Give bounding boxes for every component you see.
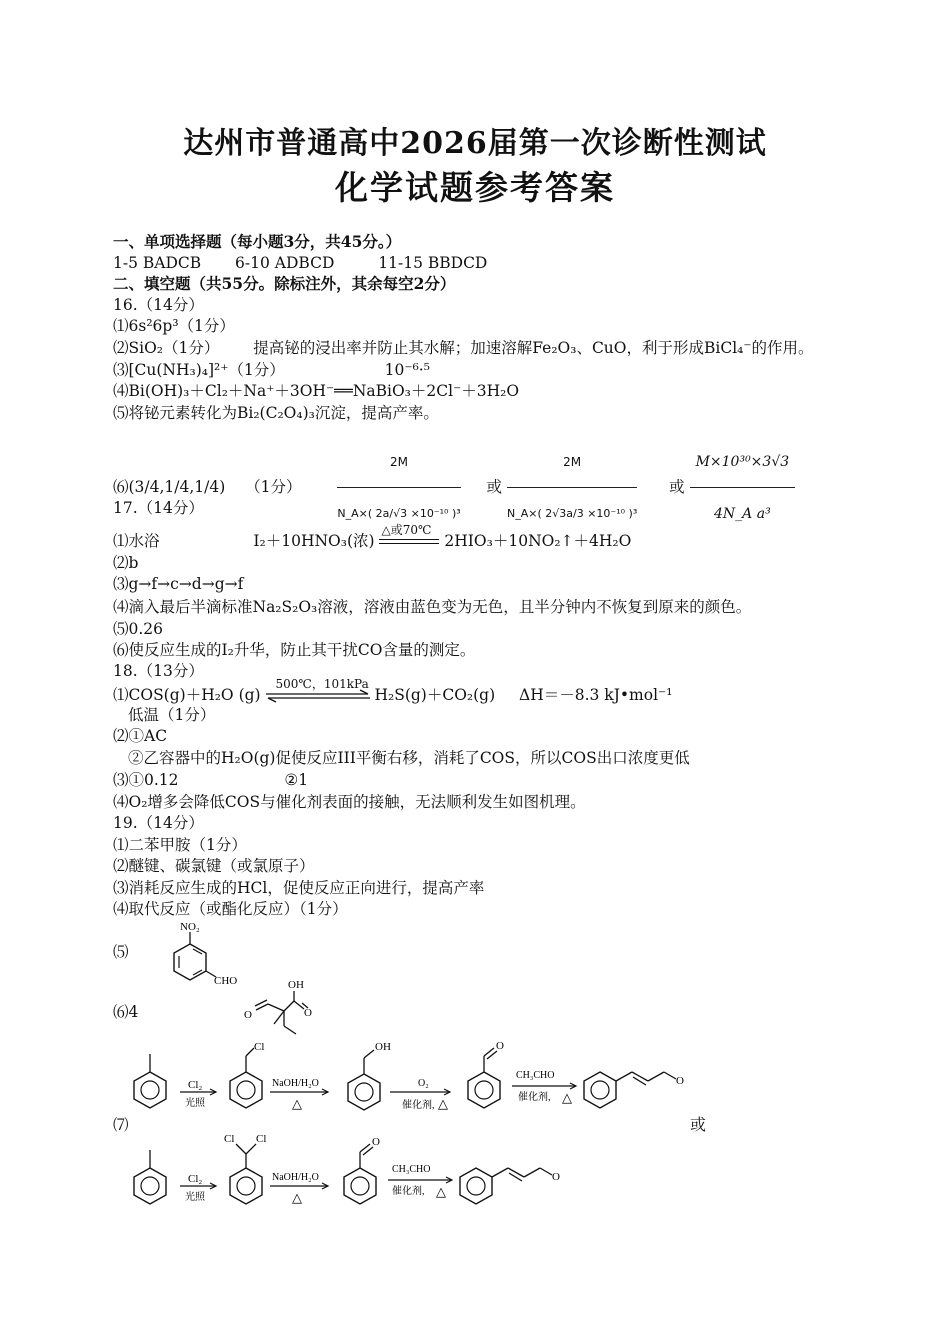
benzal-chloride-structure [224, 1133, 266, 1204]
density-formula-1: $\frac{2M}{\text{N\_A×( 2a/√3 ×10⁻¹⁰ )³}}$ [337, 440, 460, 536]
mc-answers [113, 253, 487, 273]
q19-part1: ⑴二苯甲胺（1分） [113, 836, 247, 854]
benzaldehyde-structure [344, 1136, 380, 1204]
q16-part2-answer-b: 提高铋的浸出率并防止其水解；加速溶解Fe₂O₃、CuO，利于形成BiCl₄⁻的作用。 [253, 339, 814, 357]
q17-reaction-arrow [379, 523, 439, 552]
ch3cho-reagent: CH₃CHO [392, 1164, 431, 1175]
q17-part1-answer: ⑴水浴 [113, 532, 160, 550]
cl2-reagent: Cl₂ [188, 1173, 203, 1185]
density-formula-3: $\frac{\text{M×10³⁰×3√3}}{\text{4N\_A a³}}$ [690, 440, 796, 536]
q17-part5: ⑸0.26 [113, 620, 164, 638]
catalyst-condition: 催化剂, [392, 1186, 425, 1197]
light-condition: 光照 [185, 1098, 205, 1109]
oh-label: OH [288, 979, 304, 991]
q18-equilibrium-arrow [266, 677, 370, 706]
q18-part4: ⑷O₂增多会降低COS与催化剂表面的接触，无法顺利发生如图机理。 [113, 793, 586, 811]
cl-label: Cl [224, 1133, 235, 1145]
q16-part2 [113, 338, 814, 358]
catalyst-condition: 催化剂, [518, 1092, 551, 1103]
q18-heading: 18.（13分） [113, 662, 204, 680]
no2-label: NO₂ [180, 921, 200, 933]
mc-answers-1-5: 1-5 BADCB [113, 254, 202, 272]
naoh-reagent: NaOH/H₂O [272, 1172, 319, 1183]
q17-part1 [113, 523, 632, 552]
ch3cho-reagent: CH₃CHO [516, 1070, 555, 1081]
document-title: 达州市普通高中2026届第一次诊断性测试 [183, 126, 767, 161]
q18-part2-a: ⑵①AC [113, 727, 168, 745]
q16-part2-answer-a: ⑵SiO₂（1分） [113, 339, 220, 357]
synthesis-route-1 [120, 1034, 820, 1126]
q19-part4: ⑷取代反应（或酯化反应）（1分） [113, 900, 348, 918]
mc-answers-11-15: 11-15 BBDCD [378, 254, 488, 272]
q19-heading: 19.（14分） [113, 814, 204, 832]
q19-part5-label: ⑸ [113, 943, 129, 961]
benzyl-alcohol-structure [348, 1041, 391, 1110]
q17-part4: ⑷滴入最后半滴标准Na₂S₂O₃溶液，溶液由蓝色变为无色，且半分钟内不恢复到原来的颜色。 [113, 598, 752, 616]
cinnamaldehyde-structure [584, 1072, 684, 1108]
o-label: O [244, 1009, 252, 1021]
q18-part3-b: ②1 [284, 771, 309, 789]
q18-part3 [113, 770, 308, 790]
document-subtitle: 化学试题参考答案 [335, 168, 615, 207]
q18-part3-a: ⑶①0.12 [113, 771, 179, 789]
catalyst-condition: 催化剂, [402, 1100, 435, 1111]
naoh-reagent: NaOH/H₂O [272, 1078, 319, 1089]
q18-part1-b: 低温（1分） [128, 706, 216, 724]
equilibrium-arrow-icon [266, 686, 370, 706]
q19-part7-label: ⑺ [113, 1116, 129, 1134]
cl-label: Cl [254, 1041, 265, 1053]
heat-icon: △ [438, 1096, 448, 1111]
heat-icon: △ [562, 1090, 572, 1105]
heat-icon: △ [292, 1096, 302, 1111]
heat-icon: △ [292, 1190, 302, 1205]
q19-part2: ⑵醚键、碳氯键（或氯原子） [113, 857, 315, 875]
q17-equation-left: I₂＋10HNO₃(浓) [253, 532, 375, 550]
cl2-reagent: Cl₂ [188, 1079, 203, 1091]
q17-part2: ⑵b [113, 554, 139, 572]
section1-heading: 一、单项选择题（每小题3分，共45分。） [113, 232, 402, 251]
cinnamaldehyde-structure [460, 1168, 560, 1204]
q19-part6-label: ⑹4 [113, 1003, 139, 1021]
cho-label: CHO [214, 975, 238, 987]
o-label: O [676, 1075, 684, 1087]
section2-heading: 二、填空题（共55分。除标注外，其余每空2分） [113, 274, 456, 293]
q16-part4: ⑷Bi(OH)₃＋Cl₂＋Na⁺＋3OH⁻══NaBiO₃＋2Cl⁻＋3H₂O [113, 382, 520, 400]
q17-reaction-condition: △或70℃ [381, 523, 432, 537]
q17-part6: ⑹使反应生成的I₂升华，防止其干扰CO含量的测定。 [113, 641, 476, 659]
q16-part6-score: （1分） [245, 478, 302, 496]
o-label: O [496, 1040, 504, 1052]
toluene-structure [134, 1150, 166, 1204]
q19-isomer-structure [238, 976, 338, 1038]
q19-part7-or: 或 [690, 1115, 707, 1134]
density-formula-2: $\frac{2M}{\text{N\_A×( 2√3a/3 ×10⁻¹⁰ )³}}$ [507, 440, 637, 536]
q16-part1: ⑴6s²6p³（1分） [113, 317, 235, 335]
o-label: O [552, 1171, 560, 1183]
or-label-1: 或 [486, 478, 503, 496]
o-label: O [372, 1136, 380, 1148]
benzyl-chloride-structure [230, 1041, 264, 1108]
q16-part3 [113, 360, 430, 380]
q18-part2-b: ②乙容器中的H₂O(g)促使反应III平衡右移，消耗了COS，所以COS出口浓度更低 [128, 749, 690, 767]
q16-part3-answer-a: ⑶[Cu(NH₃)₄]²⁺（1分） [113, 361, 285, 379]
q16-part3-answer-b: 10⁻⁶·⁵ [384, 361, 430, 379]
cl-label: Cl [256, 1133, 267, 1145]
q16-heading: 16.（14分） [113, 296, 204, 314]
q16-part5: ⑸将铋元素转化为Bi₂(C₂O₄)₃沉淀，提高产率。 [113, 404, 439, 422]
q19-part3: ⑶消耗反应生成的HCl，促使反应正向进行，提高产率 [113, 879, 485, 897]
q17-heading: 17.（14分） [113, 499, 204, 517]
q18-equation-left: ⑴COS(g)＋H₂O (g) [113, 686, 261, 704]
q17-equation-right: 2HIO₃＋10NO₂↑＋4H₂O [444, 532, 632, 550]
q18-reaction-condition: 500℃，101kPa [275, 677, 369, 691]
oh-label: OH [375, 1041, 391, 1053]
q16-part6-coords: ⑹(3/4,1/4,1/4) [113, 478, 226, 496]
heat-icon: △ [436, 1184, 446, 1199]
q18-part1 [113, 677, 673, 706]
mc-answers-6-10: 6-10 ADBCD [235, 254, 335, 272]
or-label-2: 或 [669, 478, 685, 496]
benzaldehyde-structure [468, 1040, 504, 1108]
o2-reagent: O₂ [418, 1078, 429, 1089]
synthesis-route-2 [120, 1128, 680, 1218]
q18-enthalpy: ΔH＝－8.3 kJ•mol⁻¹ [519, 686, 673, 704]
toluene-structure [134, 1054, 166, 1108]
o-label: O [304, 1007, 312, 1019]
q17-part3: ⑶g→f→c→d→g→f [113, 575, 244, 593]
q18-equation-right: H₂S(g)＋CO₂(g) [374, 686, 496, 704]
light-condition: 光照 [185, 1192, 205, 1203]
